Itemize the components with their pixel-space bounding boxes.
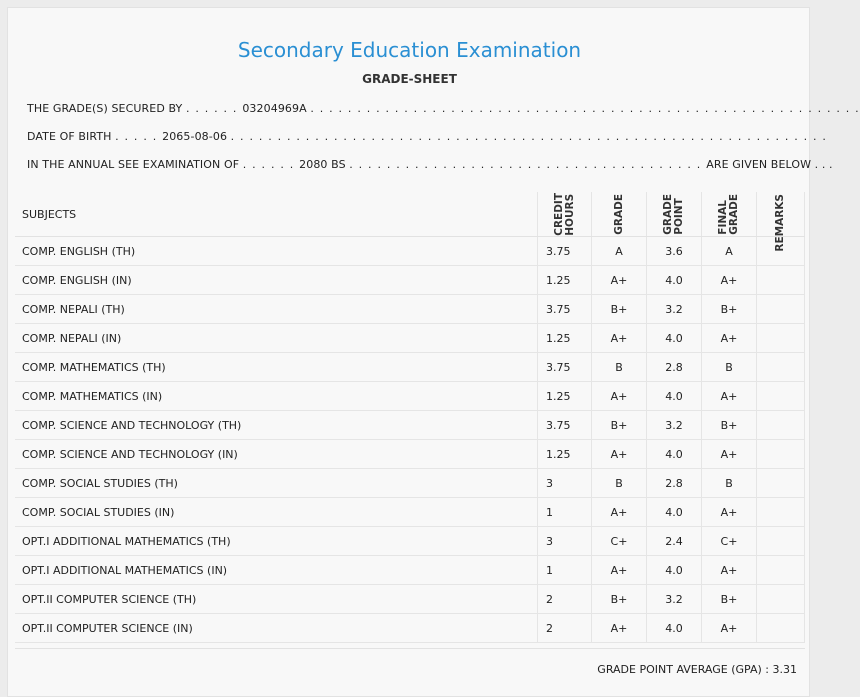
grade-point-cell: 4.0 bbox=[646, 556, 701, 584]
grade-point-cell: 4.0 bbox=[646, 614, 701, 642]
grade-cell: B bbox=[591, 469, 646, 497]
grade-cell: A+ bbox=[591, 614, 646, 642]
grade-point-cell: 4.0 bbox=[646, 266, 701, 294]
secured-by-line: THE GRADE(S) SECURED BY . . . . . . 03204969A . . . . . . . . . . . . . . . . . . . . . . . . . . . . . . . . . . . . . . . . . . . . . . . . . . . . . . . . . . . bbox=[27, 102, 860, 115]
dob-label: DATE OF BIRTH bbox=[27, 130, 112, 143]
grade-cell: A+ bbox=[591, 556, 646, 584]
final-grade-cell: A+ bbox=[701, 266, 756, 294]
grade-point-header: GRADE POINT bbox=[646, 192, 701, 236]
grade-point-cell: 4.0 bbox=[646, 440, 701, 468]
final-grade-cell: B bbox=[701, 353, 756, 381]
credit-hours-cell: 1.25 bbox=[537, 324, 591, 352]
table-row bbox=[15, 266, 805, 295]
table-row bbox=[15, 382, 805, 411]
subject-cell: OPT.I ADDITIONAL MATHEMATICS (TH) bbox=[22, 534, 231, 548]
grade-point-cell: 4.0 bbox=[646, 324, 701, 352]
exam-label: IN THE ANNUAL SEE EXAMINATION OF bbox=[27, 158, 240, 171]
subject-cell: COMP. ENGLISH (IN) bbox=[22, 273, 132, 287]
credit-hours-cell: 1 bbox=[537, 556, 591, 584]
grade-point-cell: 2.4 bbox=[646, 527, 701, 555]
final-grade-cell: A+ bbox=[701, 614, 756, 642]
final-grade-cell: B+ bbox=[701, 411, 756, 439]
final-grade-cell: A+ bbox=[701, 556, 756, 584]
final-grade-cell: B+ bbox=[701, 585, 756, 613]
grade-cell: B bbox=[591, 353, 646, 381]
page-title: Secondary Education Examination bbox=[237, 38, 582, 62]
credit-hours-cell: 1.25 bbox=[537, 266, 591, 294]
final-grade-cell: B bbox=[701, 469, 756, 497]
subject-cell: COMP. SOCIAL STUDIES (IN) bbox=[22, 505, 175, 519]
dob-line: DATE OF BIRTH . . . . . 2065-08-06 . . . . . . . . . . . . . . . . . . . . . . . . . . . . . . . . . . . . . . . . . . . . . . . . . . . . . . . . . . . . . . . . bbox=[27, 130, 828, 143]
remarks-cell bbox=[756, 324, 805, 352]
subject-cell: OPT.II COMPUTER SCIENCE (TH) bbox=[22, 592, 197, 606]
credit-hours-cell: 1.25 bbox=[537, 440, 591, 468]
secured-by-value: 03204969A bbox=[242, 102, 307, 115]
grade-cell: B+ bbox=[591, 585, 646, 613]
final-grade-header: FINAL GRADE bbox=[701, 192, 756, 236]
grade-cell: A+ bbox=[591, 440, 646, 468]
table-row bbox=[15, 411, 805, 440]
table-row bbox=[15, 469, 805, 498]
grade-point-cell: 3.2 bbox=[646, 295, 701, 323]
table-row bbox=[15, 295, 805, 324]
remarks-header: REMARKS bbox=[756, 192, 805, 236]
remarks-cell bbox=[756, 614, 805, 642]
credit-hours-header: CREDIT HOURS bbox=[537, 192, 591, 236]
subject-cell: OPT.I ADDITIONAL MATHEMATICS (IN) bbox=[22, 563, 228, 577]
remarks-cell bbox=[756, 295, 805, 323]
table-row bbox=[15, 498, 805, 527]
remarks-cell bbox=[756, 469, 805, 497]
credit-hours-cell: 3 bbox=[537, 527, 591, 555]
remarks-cell bbox=[756, 266, 805, 294]
subject-cell: COMP. MATHEMATICS (IN) bbox=[22, 389, 163, 403]
subject-cell: COMP. SCIENCE AND TECHNOLOGY (TH) bbox=[22, 418, 242, 432]
grade-point-cell: 4.0 bbox=[646, 498, 701, 526]
grade-point-cell: 4.0 bbox=[646, 382, 701, 410]
table-row bbox=[15, 585, 805, 614]
exam-suffix: ARE GIVEN BELOW . . . bbox=[706, 158, 833, 171]
credit-hours-cell: 3.75 bbox=[537, 353, 591, 381]
grade-point-cell: 3.2 bbox=[646, 411, 701, 439]
subject-cell: COMP. MATHEMATICS (TH) bbox=[22, 360, 166, 374]
table-row bbox=[15, 527, 805, 556]
grade-header: GRADE bbox=[591, 192, 646, 236]
remarks-cell bbox=[756, 237, 805, 265]
subject-cell: COMP. ENGLISH (TH) bbox=[22, 244, 136, 258]
credit-hours-cell: 3.75 bbox=[537, 295, 591, 323]
subject-cell: OPT.II COMPUTER SCIENCE (IN) bbox=[22, 621, 193, 635]
table-row bbox=[15, 556, 805, 585]
final-grade-cell: B+ bbox=[701, 295, 756, 323]
grade-sheet bbox=[7, 7, 860, 697]
table-row bbox=[15, 353, 805, 382]
table-row bbox=[15, 324, 805, 353]
credit-hours-cell: 2 bbox=[537, 614, 591, 642]
final-grade-cell: A+ bbox=[701, 440, 756, 468]
final-grade-cell: A+ bbox=[701, 324, 756, 352]
grade-point-cell: 2.8 bbox=[646, 469, 701, 497]
final-grade-cell: A+ bbox=[701, 382, 756, 410]
credit-hours-cell: 2 bbox=[537, 585, 591, 613]
grade-cell: C+ bbox=[591, 527, 646, 555]
grade-point-cell: 3.2 bbox=[646, 585, 701, 613]
credit-hours-cell: 1 bbox=[537, 498, 591, 526]
remarks-cell bbox=[756, 353, 805, 381]
subject-cell: COMP. NEPALI (IN) bbox=[22, 331, 122, 345]
remarks-cell bbox=[756, 527, 805, 555]
remarks-cell bbox=[756, 556, 805, 584]
grade-cell: A+ bbox=[591, 324, 646, 352]
grade-cell: A+ bbox=[591, 498, 646, 526]
remarks-cell bbox=[756, 411, 805, 439]
grade-cell: A bbox=[591, 237, 646, 265]
table-row bbox=[15, 614, 805, 643]
subject-cell: COMP. SOCIAL STUDIES (TH) bbox=[22, 476, 178, 490]
final-grade-cell: C+ bbox=[701, 527, 756, 555]
grade-point-cell: 2.8 bbox=[646, 353, 701, 381]
remarks-cell bbox=[756, 440, 805, 468]
credit-hours-cell: 3.75 bbox=[537, 237, 591, 265]
gpa-line bbox=[597, 663, 797, 676]
credit-hours-cell: 3 bbox=[537, 469, 591, 497]
table-row bbox=[15, 440, 805, 469]
subject-cell: COMP. SCIENCE AND TECHNOLOGY (IN) bbox=[22, 447, 238, 461]
exam-value: 2080 BS bbox=[299, 158, 346, 171]
grade-cell: A+ bbox=[591, 266, 646, 294]
grade-point-cell: 3.6 bbox=[646, 237, 701, 265]
subject-cell: COMP. NEPALI (TH) bbox=[22, 302, 125, 316]
secured-by-label: THE GRADE(S) SECURED BY bbox=[27, 102, 183, 115]
credit-hours-cell: 3.75 bbox=[537, 411, 591, 439]
subjects-header: SUBJECTS bbox=[22, 207, 77, 221]
grade-cell: B+ bbox=[591, 295, 646, 323]
exam-line: IN THE ANNUAL SEE EXAMINATION OF . . . . . . 2080 BS . . . . . . . . . . . . . . . . . . . . . . . . . . . . . . . . . . . . . . ARE GIVEN BELOW . . . bbox=[27, 158, 833, 171]
remarks-cell bbox=[756, 498, 805, 526]
gpa-value: 3.31 bbox=[772, 663, 797, 676]
grade-cell: B+ bbox=[591, 411, 646, 439]
remarks-cell bbox=[756, 585, 805, 613]
page-subtitle: GRADE-SHEET bbox=[362, 72, 457, 86]
final-grade-cell: A+ bbox=[701, 498, 756, 526]
table-row bbox=[15, 237, 805, 266]
credit-hours-cell: 1.25 bbox=[537, 382, 591, 410]
grade-cell: A+ bbox=[591, 382, 646, 410]
gpa-label: GRADE POINT AVERAGE (GPA) : bbox=[597, 663, 769, 676]
dob-value: 2065-08-06 bbox=[162, 130, 228, 143]
final-grade-cell: A bbox=[701, 237, 756, 265]
remarks-cell bbox=[756, 382, 805, 410]
